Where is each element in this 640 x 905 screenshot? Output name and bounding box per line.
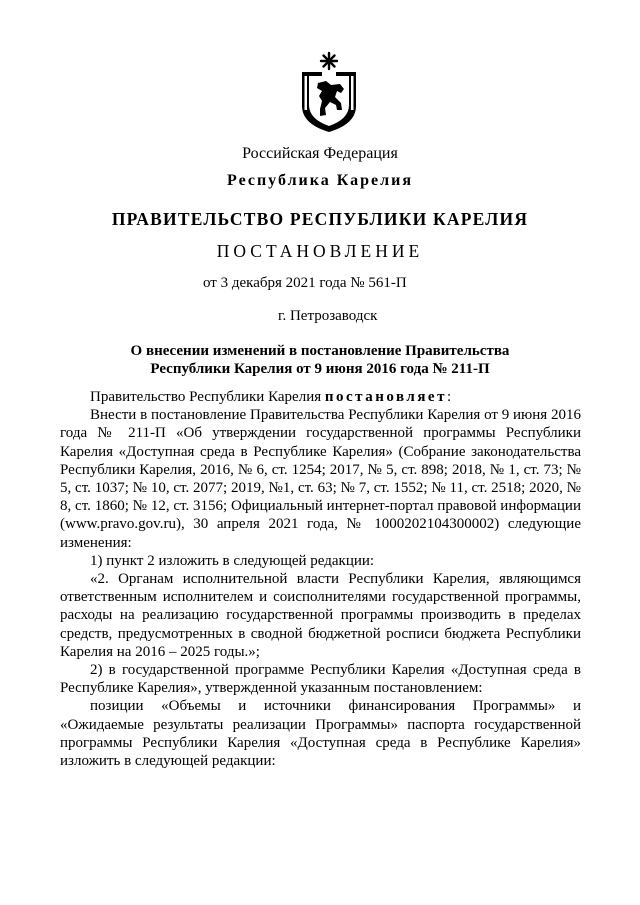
karelia-coat-of-arms-icon [298, 50, 360, 134]
paragraph-item-1: 1) пункт 2 изложить в следующей редакции: [90, 552, 375, 569]
subject-line-1: О внесении изменений в постановление Правительства [130, 343, 510, 359]
paragraph-item-2-text: позиции «Объемы и источники финансирования Программы» и «Ожидаемые результаты реализации Программы» паспорта государственной программы Республики Карелия «Доступная среда в Республике Карелия» изложить в следующей редакции: [60, 698, 581, 770]
intro-verb: постановляет [324, 389, 447, 405]
document-city: г. Петрозаводск [278, 308, 378, 324]
intro-paragraph [60, 388, 581, 406]
paragraph-item-1-text: «2. Органам исполнительной власти Республики Карелия, являющимся ответственным исполнителем и соисполнителями государственной программы, расходы на реализацию государственной программы производить в пределах средств, предусмотренных в сводной бюджетной росписи бюджета Республики Карелия на 2016 – 2025 годы.»; [60, 571, 581, 660]
republic-name: Республика Карелия [227, 172, 413, 189]
document-date-number: от 3 декабря 2021 года № 561-П [203, 275, 407, 291]
intro-suffix: : [446, 389, 452, 405]
paragraph-amend: Внести в постановление Правительства Республики Карелия от 9 июня 2016 года № 211-П «Об утверждении государственной программы Республики Карелия «Доступная среда в Республике Карелия» (Собрание законодательства Республики Карелия, 2016, № 6, ст. 1254; 2017, № 5, ст. 898; 2018, № 1, ст. 73; № 5, ст. 1037; № 10, ст. 2077; 2019, №1, ст. 63; № 7, ст. 1552; № 11, ст. 2518; 2020, № 8, ст. 1860; № 12, ст. 3156; Официальный интернет-портал правовой информации (www.pravo.gov.ru), 30 апреля 2021 года, № 1000202104300002) следующие изменения: [60, 407, 581, 551]
document-body [60, 388, 581, 770]
intro-prefix: Правительство Республики Карелия [90, 389, 325, 405]
paragraph-item-2: 2) в государственной программе Республики Карелия «Доступная среда в Республике Карелия», утвержденной указанным постановлением: [60, 662, 581, 697]
subject-line-2: Республики Карелия от 9 июня 2016 года № 211-П [150, 361, 490, 377]
country-name: Российская Федерация [242, 145, 398, 162]
document-type: ПОСТАНОВЛЕНИЕ [216, 241, 424, 261]
government-title: ПРАВИТЕЛЬСТВО РЕСПУБЛИКИ КАРЕЛИЯ [111, 209, 529, 229]
document-subject [60, 342, 580, 378]
